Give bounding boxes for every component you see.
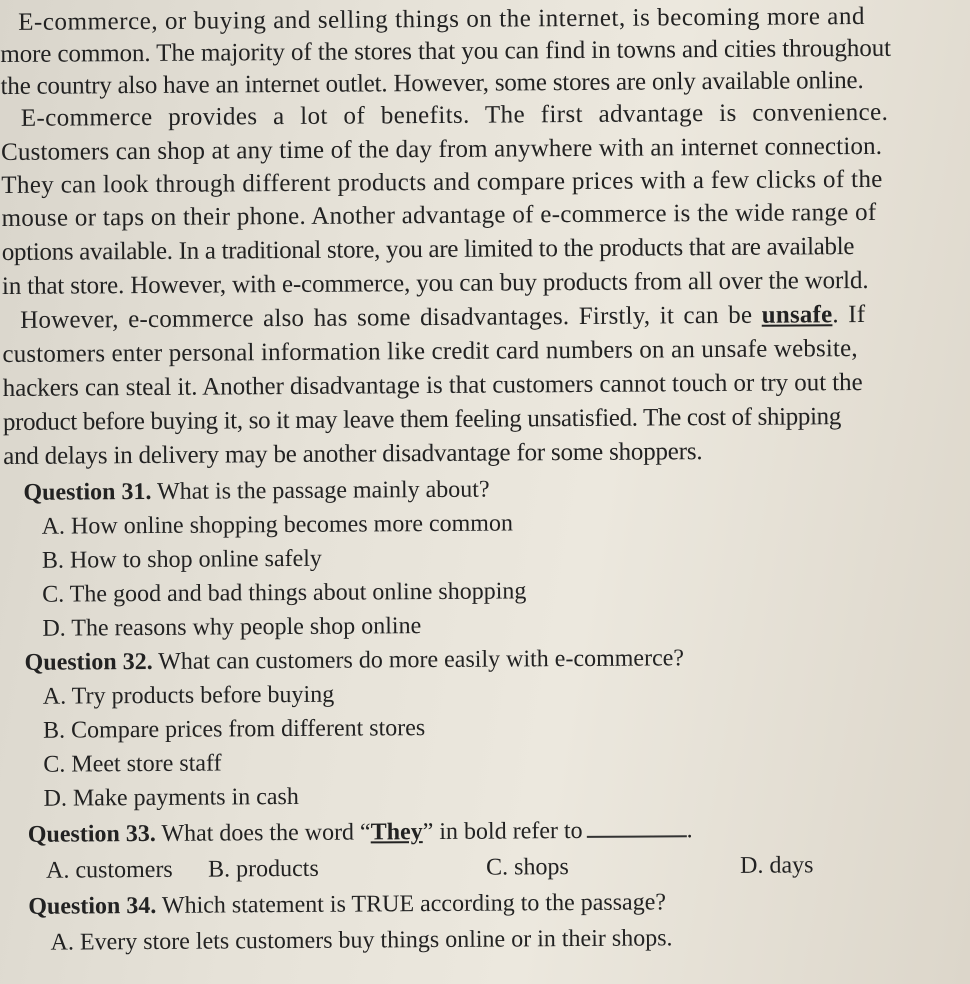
passage-line: customers enter personal information like credit card numbers on an unsafe website,	[2, 335, 858, 368]
option-33-d[interactable]: D. days	[739, 852, 814, 879]
question-text: What does the word “	[155, 819, 371, 847]
answer-blank[interactable]	[587, 817, 687, 838]
question-33-title	[28, 815, 693, 850]
option-34-a[interactable]: A. Every store lets customers buy things online or in their shops.	[50, 925, 673, 956]
passage-line: and delays in delivery may be another disadvantage for some shoppers.	[3, 438, 703, 470]
they-keyword: They	[370, 819, 423, 846]
option-33-c[interactable]: C. shops	[485, 854, 569, 881]
question-label: Question 32.	[24, 648, 153, 676]
option-31-c[interactable]: C. The good and bad things about online shopping	[42, 578, 527, 608]
passage-line	[20, 300, 865, 336]
option-31-a[interactable]: A. How online shopping becomes more common	[41, 510, 514, 540]
question-label: Question 31.	[23, 478, 152, 506]
passage-line-tail: . If	[832, 300, 866, 329]
question-text: Which statement is TRUE according to the passage?	[156, 889, 667, 919]
passage-line: more common. The majority of the stores that you can find in towns and cities throughout	[0, 34, 892, 68]
question-end: .	[686, 817, 693, 844]
passage-line-text: However, e-commerce also has some disadvantages. Firstly, it can be	[20, 301, 753, 334]
question-text-after: ” in bold refer to	[422, 817, 583, 846]
question-31-title	[23, 475, 489, 508]
option-31-b[interactable]: B. How to shop online safely	[41, 545, 322, 574]
passage-line: E-commerce provides a lot of benefits. The first advantage is convenience.	[20, 98, 889, 132]
passage-line: Customers can shop at any time of the day from anywhere with an internet connection.	[0, 132, 883, 166]
option-32-a[interactable]: A. Try products before buying	[42, 681, 335, 710]
option-32-d[interactable]: D. Make payments in cash	[43, 783, 299, 812]
passage-line: in that store. However, with e-commerce, you can buy products from all over the world.	[1, 266, 869, 300]
unsafe-keyword: unsafe	[761, 301, 833, 329]
option-32-b[interactable]: B. Compare prices from different stores	[43, 715, 426, 744]
options-33-row	[45, 849, 946, 884]
passage-line: options available. In a traditional store, you are limited to the products that are available	[1, 233, 855, 266]
passage-line: product before buying it, so it may leave them feeling unsatisfied. The cost of shipping	[2, 403, 842, 436]
question-34-title	[28, 887, 666, 921]
passage-line: They can look through different products and compare prices with a few clicks of the	[1, 165, 883, 199]
option-33-a[interactable]: A. customers	[45, 856, 173, 884]
passage-line: the country also have an internet outlet. However, some stores are only available online.	[0, 66, 864, 100]
passage-line: E-commerce, or buying and selling things on the internet, is becoming more and	[18, 2, 866, 36]
option-33-b[interactable]: B. products	[207, 855, 319, 883]
question-text: What is the passage mainly about?	[151, 476, 490, 505]
question-text: What can customers do more easily with e-commerce?	[152, 645, 685, 675]
question-label: Question 33.	[27, 820, 156, 848]
passage-line: hackers can steal it. Another disadvantage is that customers cannot touch or try out the	[2, 368, 863, 402]
option-32-c[interactable]: C. Meet store staff	[43, 750, 222, 778]
option-31-d[interactable]: D. The reasons why people shop online	[42, 613, 422, 642]
question-32-title	[25, 643, 685, 678]
question-label: Question 34.	[28, 892, 157, 920]
passage-line: mouse or taps on their phone. Another advantage of e-commerce is the wide range of	[1, 198, 877, 232]
